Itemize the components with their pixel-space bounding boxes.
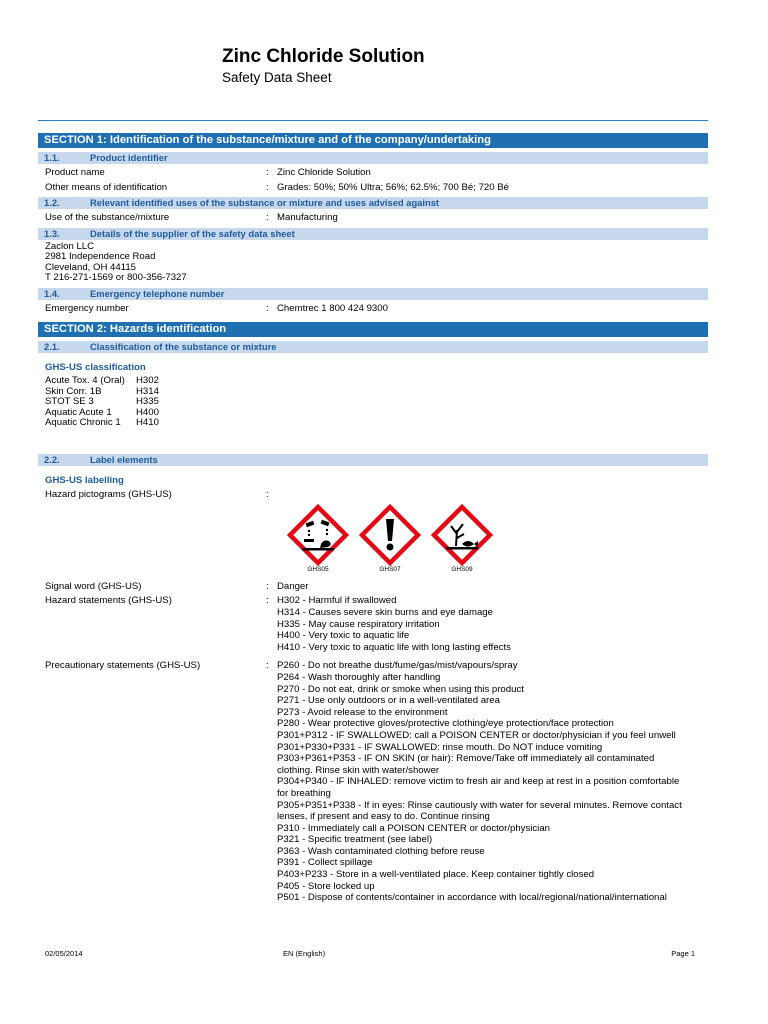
subsection-number: 1.3. [44,227,60,239]
field-value: Chemtrec 1 800 424 9300 [277,302,388,314]
footer-date: 02/05/2014 [45,949,83,958]
hazard-statement: H400 - Very toxic to aquatic life [277,630,410,642]
hazard-code: H302 [136,375,159,387]
section-1-header: SECTION 1: Identification of the substance/mixture and of the company/undertaking [38,133,708,148]
subsection-label: Details of the supplier of the safety data sheet [90,227,295,239]
precautionary-statement: P304+P340 - IF INHALED: remove victim to fresh air and keep at rest in a position comfortable [277,776,680,788]
hazard-statement: H410 - Very toxic to aquatic life with long lasting effects [277,641,511,653]
hazard-statement-list [277,595,708,653]
classification-row [45,418,708,428]
hazard-class: Aquatic Acute 1 [45,406,112,418]
supplier-street: 2981 Independence Road [45,251,156,263]
subsection-1-4 [38,288,708,300]
subsection-number: 1.2. [44,197,60,208]
hazard-code: H314 [136,385,159,397]
field-colon: : [266,489,269,501]
supplier-phone: T 216-271-1569 or 800-356-7327 [45,272,187,284]
field-colon: : [266,660,269,672]
pictogram-list [282,504,708,573]
field-colon: : [266,595,269,607]
pictogram-ghs09 [426,504,498,573]
hazard-statement: H302 - Harmful if swallowed [277,595,397,607]
precautionary-statement: P271 - Use only outdoors or in a well-ventilated area [277,695,500,707]
ghs-labelling-title: GHS-US labelling [45,475,124,487]
subsection-label: Relevant identified uses of the substance or mixture and uses advised against [90,197,440,208]
other-means-row [38,182,708,194]
header-rule [38,120,708,121]
signal-word-row [38,581,708,593]
field-label: Product name [45,167,105,178]
precautionary-statement: P363 - Wash contaminated clothing before reuse [277,845,485,857]
pictogram-ghs05 [282,504,354,573]
precautionary-statement: for breathing [277,787,331,799]
hazard-code: H410 [136,417,159,428]
field-label: Use of the substance/mixture [45,212,170,223]
precautionary-statement: P303+P361+P353 - IF ON SKIN (or hair): Remove/Take off immediately all contaminated [277,753,655,765]
precautionary-statement: P273 - Avoid release to the environment [277,706,448,718]
supplier-city: Cleveland, OH 44115 [45,261,137,273]
exclamation-icon [359,504,421,566]
footer-language: EN (English) [283,949,326,958]
subsection-label: Classification of the substance or mixture [90,341,277,353]
pictogram-label: GHS09 [451,565,473,573]
subsection-1-2 [38,197,708,209]
field-label: Other means of identification [45,181,168,193]
precautionary-statement: P391 - Collect spillage [277,857,373,869]
use-row [38,212,708,224]
subsection-number: 1.1. [44,152,60,163]
subsection-label: Emergency telephone number [90,287,225,299]
field-value: Zinc Chloride Solution [277,167,371,178]
hazard-class: Aquatic Chronic 1 [45,417,121,428]
subsection-2-1 [38,341,708,353]
precautionary-statement: lenses, if present and easy to do. Continue rinsing [277,811,490,823]
subsection-number: 1.4. [44,287,60,299]
precautionary-statement: P305+P351+P338 - If in eyes: Rinse cautiously with water for several minutes. Remove contact [277,799,682,811]
field-colon: : [266,302,269,314]
subsection-number: 2.1. [44,341,60,353]
hazard-code: H335 [136,396,159,408]
classification-table [38,376,708,428]
precautionary-statement: P301+P312 - IF SWALLOWED: call a POISON CENTER or doctor/physician if you feel unwell [277,729,676,741]
field-colon: : [266,181,269,193]
document-title: Zinc Chloride Solution [222,46,425,67]
supplier-address [38,242,708,284]
footer-page-number: Page 1 [671,949,695,958]
subsection-number: 2.2. [44,454,60,466]
ghs-classification-title: GHS-US classification [45,362,146,374]
hazard-statements-row [38,595,708,653]
precautionary-statement: P260 - Do not breathe dust/fume/gas/mist/vapours/spray [277,660,518,672]
precautionary-statement: clothing. Rinse skin with water/shower [277,764,440,776]
field-label: Emergency number [45,302,129,314]
precautionary-statement-list [277,660,708,903]
precautionary-statements-row [38,660,708,903]
environment-icon [431,504,493,566]
pictograms-row [38,489,708,501]
pictogram-label: GHS05 [307,565,329,573]
subsection-1-1 [38,152,708,164]
hazard-statement: H335 - May cause respiratory irritation [277,618,440,630]
pictogram-label: GHS07 [379,565,401,573]
precautionary-statement: P501 - Dispose of contents/container in accordance with local/regional/national/international [277,892,667,904]
precautionary-statement: P405 - Store locked up [277,880,375,892]
corrosion-icon [287,504,349,566]
hazard-class: Skin Corr. 1B [45,385,102,397]
field-colon: : [266,167,269,178]
subsection-2-2 [38,454,708,466]
field-label: Precautionary statements (GHS-US) [45,660,201,672]
field-colon: : [266,212,269,223]
field-colon: : [266,580,269,592]
emergency-row [38,303,708,315]
section-2-header: SECTION 2: Hazards identification [38,322,708,337]
product-name-row [38,167,708,179]
precautionary-statement: P264 - Wash thoroughly after handling [277,671,441,683]
hazard-code: H400 [136,406,159,418]
supplier-name: Zaclon LLC [45,240,95,252]
hazard-class: Acute Tox. 4 (Oral) [45,375,125,387]
field-label: Hazard pictograms (GHS-US) [45,489,172,501]
subsection-1-3 [38,228,708,240]
precautionary-statement: P403+P233 - Store in a well-ventilated place. Keep container tightly closed [277,869,595,881]
precautionary-statement: P280 - Wear protective gloves/protective clothing/eye protection/face protection [277,718,614,730]
precautionary-statement: P310 - Immediately call a POISON CENTER or doctor/physician [277,822,550,834]
pictogram-ghs07 [354,504,426,573]
subsection-label: Label elements [90,454,158,466]
field-value: Danger [277,580,309,592]
hazard-statement: H314 - Causes severe skin burns and eye damage [277,607,493,618]
field-value: Grades: 50%; 50% Ultra; 56%; 62.5%; 700 Bé; 720 Bé [277,181,509,193]
precautionary-statement: P270 - Do not eat, drink or smoke when using this product [277,683,524,695]
field-label: Signal word (GHS-US) [45,580,142,592]
document-subtitle: Safety Data Sheet [222,70,332,85]
field-value: Manufacturing [277,212,338,223]
precautionary-statement: P301+P330+P331 - IF SWALLOWED: rinse mouth. Do NOT induce vomiting [277,741,603,753]
field-label: Hazard statements (GHS-US) [45,595,172,607]
sds-content [38,130,708,904]
hazard-class: STOT SE 3 [45,396,94,408]
precautionary-statement: P321 - Specific treatment (see label) [277,834,433,846]
subsection-label: Product identifier [90,152,168,163]
